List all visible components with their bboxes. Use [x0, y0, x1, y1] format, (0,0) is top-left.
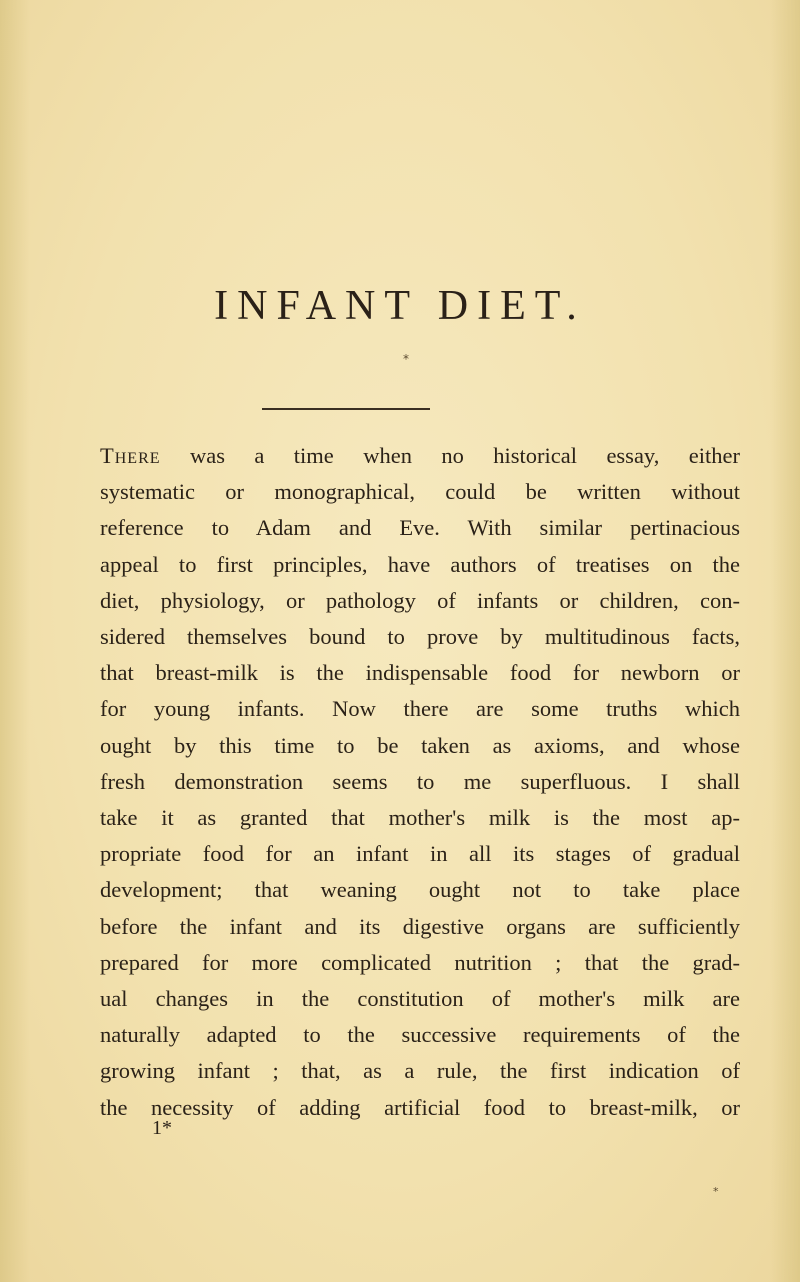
lead-word: There	[100, 443, 161, 468]
text-line: prepared for more complicated nutrition ; that the grad-	[100, 949, 740, 975]
text-line: reference to Adam and Eve. With similar pertinacious	[100, 515, 740, 541]
text-line: naturally adapted to the successive requirements of the	[100, 1022, 740, 1048]
text-line: that breast-milk is the indispensable food for newborn or	[100, 660, 740, 686]
text-line: take it as granted that mother's milk is the most ap-	[100, 805, 740, 831]
text-line: systematic or monographical, could be written without	[100, 479, 740, 505]
text-line: before the infant and its digestive organs are sufficiently	[100, 913, 740, 939]
ornament-mark: *	[403, 352, 409, 366]
text-line: the necessity of adding artificial food to breast-milk, or	[100, 1094, 740, 1120]
text-line: diet, physiology, or pathology of infants or children, con-	[100, 587, 740, 613]
text-line: ual changes in the constitution of mother's milk are	[100, 986, 740, 1012]
title-rule	[262, 408, 430, 410]
left-edge-shade	[0, 0, 30, 1282]
text-line: growing infant ; that, as a rule, the first indication of	[100, 1058, 740, 1084]
bottom-mark: *	[713, 1185, 719, 1198]
text-line: development; that weaning ought not to take place	[100, 877, 740, 903]
text-line: for young infants. Now there are some truths which	[100, 696, 740, 722]
text-line: sidered themselves bound to prove by multitudinous facts,	[100, 624, 740, 650]
body-paragraph	[100, 438, 740, 1126]
text-line: ought by this time to be taken as axioms, and whose	[100, 732, 740, 758]
text-line: There was a time when no historical essay, either	[100, 443, 740, 468]
page-title: INFANT DIET.	[214, 283, 586, 329]
text-line: fresh demonstration seems to me superfluous. I shall	[100, 768, 740, 794]
text-line: appeal to first principles, have authors of treatises on the	[100, 551, 740, 577]
right-edge-shade	[770, 0, 800, 1282]
text-line: propriate food for an infant in all its stages of gradual	[100, 841, 740, 867]
signature-mark: 1*	[152, 1117, 172, 1139]
